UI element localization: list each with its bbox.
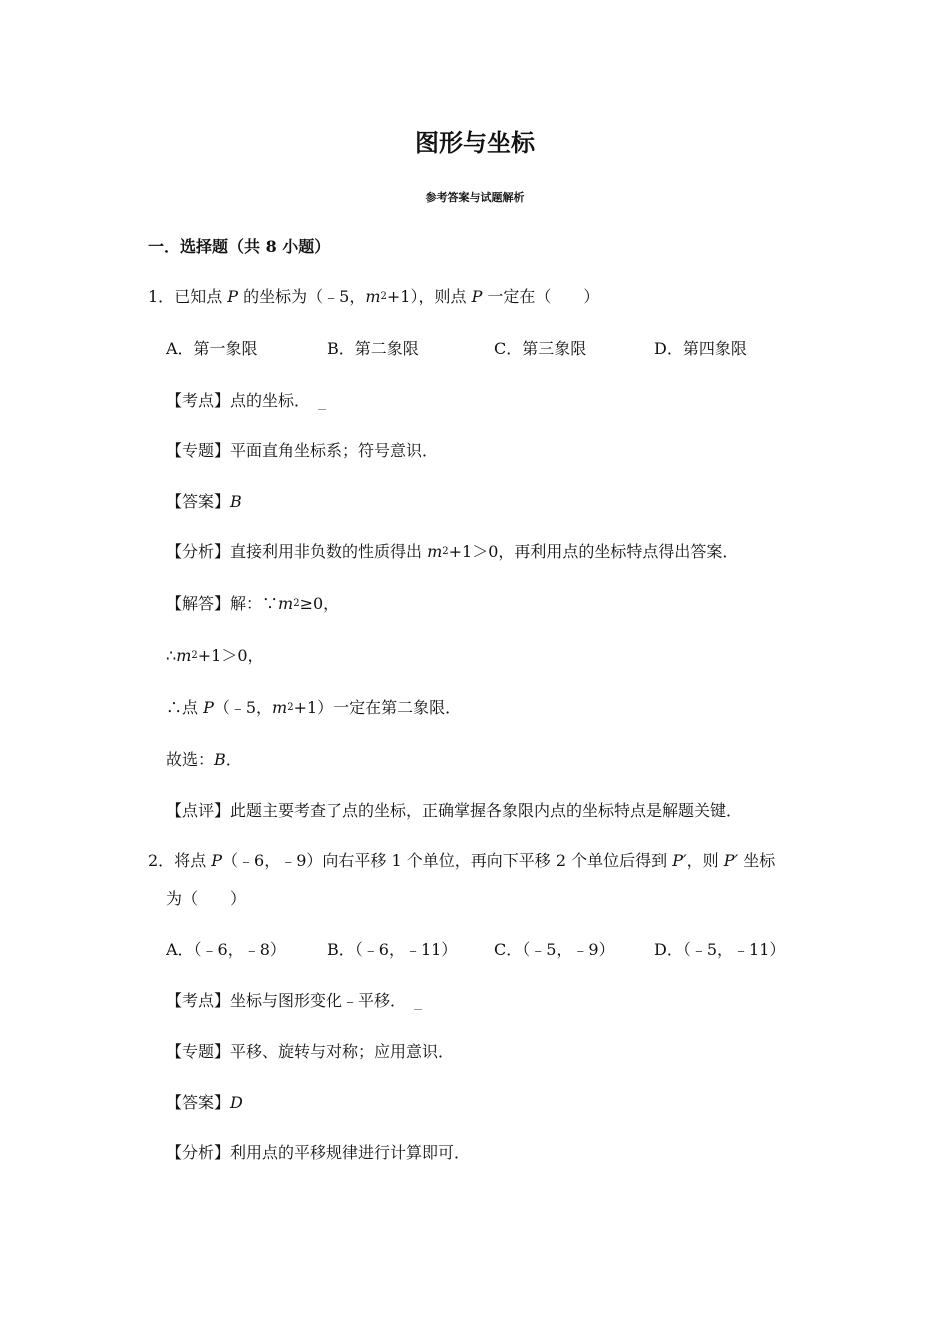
q1-fenxi: 【分析】直接利用非负数的性质得出 $m^2+1>0$，再利用点的坐标特点得出答案． [166,542,739,561]
q1-choice-d: D．第四象限 [654,339,747,358]
q2-choice-a: A．（﹣6，﹣8） [166,940,286,959]
q1-choice-a: A．第一象限 [166,339,258,358]
q1-stem: 1．已知点 P 的坐标为（﹣5，$m^2+1$），则点 P 一定在（ ） [148,287,600,306]
q2-zhuanti: 【专题】平移、旋转与对称；应用意识． [166,1042,455,1061]
q1-dianping: 【点评】此题主要考查了点的坐标，正确掌握各象限内点的坐标特点是解题关键． [166,801,743,820]
q1-answer: 【答案】B [166,492,242,511]
q2-stem-line-2: 为（ ） [166,889,247,908]
q1-zhuanti: 【专题】平面直角坐标系；符号意识． [166,441,439,460]
q1-kaodian: 【考点】点的坐标． [166,390,326,412]
q1-choice-c: C．第三象限 [494,339,587,358]
q1-step-3: ∴点 P（﹣5，$m^2+1$）一定在第二象限． [166,698,462,717]
q2-fenxi: 【分析】利用点的平移规律进行计算即可． [166,1143,471,1162]
edit-mark-icon [414,1009,422,1010]
section-heading: 一．选择题（共 8 小题） [148,237,331,256]
document-subtitle: 参考答案与试题解析 [425,191,525,204]
q2-choice-b: B．（﹣6，﹣11） [327,940,458,959]
q1-choice-b: B．第二象限 [327,339,419,358]
q2-stem: 2．将点 P（﹣6，﹣9）向右平移 1 个单位，再向下平移 2 个单位后得到 P′，则 P′ 坐标 [148,851,776,870]
q2-kaodian: 【考点】坐标与图形变化﹣平移． [166,990,422,1012]
q1-step-2: $\therefore m^2+1>0$， [166,646,264,665]
q2-answer: 【答案】D [166,1093,243,1112]
q2-choice-c: C．（﹣5，﹣9） [494,940,615,959]
edit-mark-icon [318,409,326,410]
q2-choice-d: D．（﹣5，﹣11） [654,940,786,959]
q1-jieda: 【解答】解：$\because m^2\ge 0$， [166,594,340,613]
document-title: 图形与坐标 [415,128,535,157]
q1-choose: 故选：B． [166,750,242,769]
